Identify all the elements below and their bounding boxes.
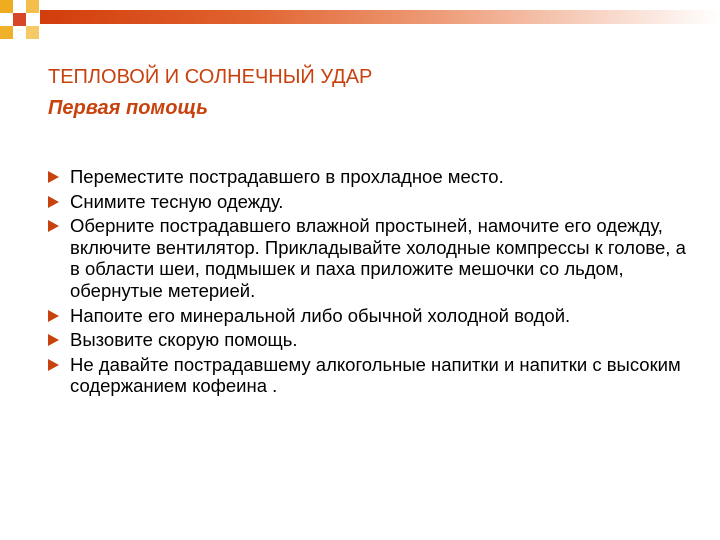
list-item-text: Переместите пострадавшего в прохладное место. — [70, 166, 504, 187]
slide-subtitle: Первая помощь — [48, 97, 209, 119]
list-item — [46, 305, 686, 327]
corner-square — [13, 26, 26, 39]
square-bullet-icon — [48, 359, 59, 371]
slide-title: ТЕПЛОВОЙ И СОЛНЕЧНЫЙ УДАР — [48, 66, 373, 88]
list-item — [46, 166, 686, 188]
list-item-text: Не давайте пострадавшему алкогольные напитки и напитки с высоким содержанием кофеина . — [70, 353, 681, 397]
square-bullet-icon — [48, 220, 59, 232]
corner-square — [13, 13, 26, 26]
corner-square — [26, 26, 39, 39]
list-item-text: Снимите тесную одежду. — [70, 190, 284, 212]
list-item — [46, 215, 686, 301]
decorative-top-bar — [40, 10, 720, 24]
bullet-list — [46, 166, 686, 400]
square-bullet-icon — [48, 334, 59, 346]
list-item-text: Оберните пострадавшего влажной простыней, намочите его одежду, включите вентилятор. Прикладывайте холодные компрессы к голове, а в области шеи, подмышек и паха приложите мешочки со льдом, обернутые метерией. — [70, 215, 686, 301]
list-item — [46, 354, 686, 397]
list-item-text: Вызовите скорую помощь. — [70, 329, 298, 351]
list-item — [46, 329, 686, 351]
square-bullet-icon — [48, 310, 59, 322]
corner-square — [26, 0, 39, 13]
square-bullet-icon — [48, 196, 59, 208]
list-item — [46, 191, 686, 213]
corner-squares-decoration — [0, 0, 45, 45]
corner-square — [13, 0, 26, 13]
corner-square — [0, 26, 13, 39]
list-item-text: Напоите его минеральной либо обычной холодной водой. — [70, 304, 571, 326]
corner-square — [0, 13, 13, 26]
corner-square — [26, 13, 39, 26]
corner-square — [0, 0, 13, 13]
square-bullet-icon — [48, 171, 59, 183]
